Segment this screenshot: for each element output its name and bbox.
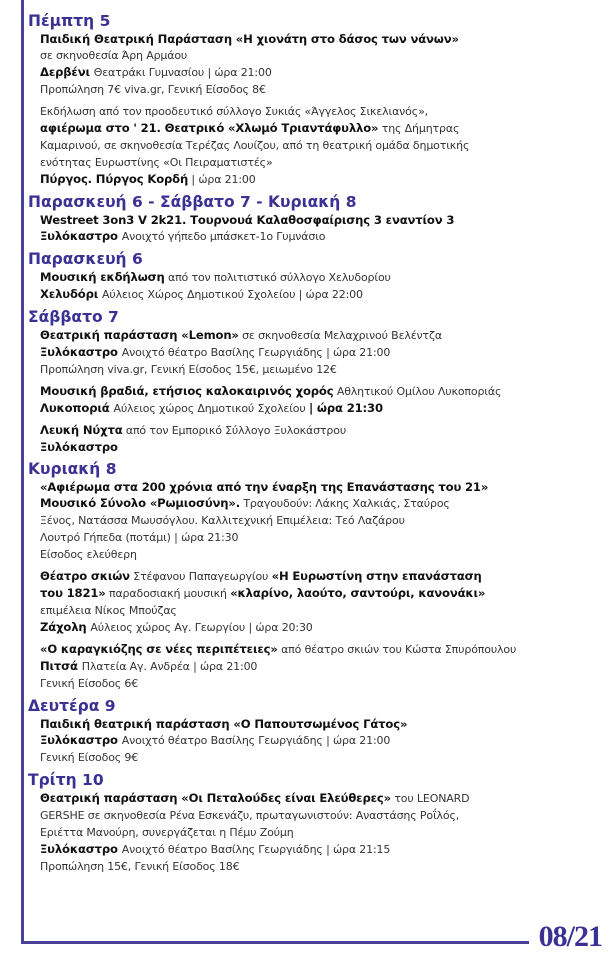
event-line <box>40 546 603 563</box>
body-text: Ξένος, Νατάσσα Μωυσόγλου. Καλλιτεχνική Επιμέλεια: Τεό Λαζάρου <box>40 514 405 527</box>
event-line <box>40 286 603 303</box>
bold-text: Χελυδόρι <box>40 287 102 301</box>
day-section <box>28 193 603 245</box>
event-line <box>40 154 603 171</box>
event-line <box>40 31 603 47</box>
body-text: Αύλειος Χώρος Δημοτικού Σχολείου | ώρα 22:00 <box>102 288 363 301</box>
bold-text: Θεατρική παράσταση «Lemon» <box>40 328 239 342</box>
day-heading: Τρίτη 10 <box>28 771 104 789</box>
day-heading: Κυριακή 8 <box>28 460 117 478</box>
body-text: Καμαρινού, σε σκηνοθεσία Τερέζας Λουίζου, από τη θεατρική ομάδα δημοτικής <box>40 139 470 152</box>
body-text: Αύλειος χώρος Αγ. Γεωργίου | ώρα 20:30 <box>90 621 313 634</box>
bottom-rule <box>21 941 529 944</box>
day-section <box>28 697 603 766</box>
body-text: Ανοιχτό θέατρο Βασίλης Γεωργιάδης | ώρα 21:00 <box>121 346 391 359</box>
event-item <box>40 103 603 188</box>
body-text: Εκδήλωση από τον προοδευτικό σύλλογο Συκιάς «Άγγελος Σικελιανός», <box>40 105 428 118</box>
bold-text: Θεατρική παράσταση «Οι Πεταλούδες είναι Ελεύθερες» <box>40 791 391 805</box>
body-text: Θεατράκι Γυμνασίου | ώρα 21:00 <box>93 66 272 79</box>
body-text: Γενική Είσοδος 6€ <box>40 677 139 690</box>
event-listing <box>28 12 603 880</box>
day-section <box>28 250 603 303</box>
body-text: Αύλειος χώρος Δημοτικού Σχολείου <box>113 402 309 415</box>
event-line <box>40 790 603 807</box>
event-line <box>40 658 603 675</box>
event-item <box>40 790 603 875</box>
event-line <box>40 749 603 766</box>
event-line <box>40 619 603 636</box>
event-line <box>40 641 603 658</box>
event-line <box>40 716 603 732</box>
event-line <box>40 512 603 529</box>
bold-text: Μουσικό Σύνολο «Ρωμιοσύνη». <box>40 496 240 510</box>
body-text: Στέφανου Παπαγεωργίου <box>129 570 272 583</box>
body-text: σε σκηνοθεσία Άρη Αρμάου <box>40 49 188 62</box>
body-text: Πλατεία Αγ. Ανδρέα | ώρα 21:00 <box>81 660 258 673</box>
left-frame-border <box>21 0 24 944</box>
event-line <box>40 732 603 749</box>
bold-text: | ώρα 21:30 <box>308 401 383 415</box>
event-line <box>40 383 603 400</box>
body-text: Είσοδος ελεύθερη <box>40 548 137 561</box>
day-heading: Σάββατο 7 <box>28 308 119 326</box>
bold-text: «Η Ευρωστίνη στην επανάσταση <box>271 569 482 583</box>
body-text: από τον Εμπορικό Σύλλογο Ξυλοκάστρου <box>122 424 347 437</box>
body-text: Προπώληση 7€ viva.gr, Γενική Είσοδος 8€ <box>40 83 266 96</box>
bold-text: Πύργος. Πύργος Κορδή <box>40 172 189 186</box>
event-line <box>40 439 603 455</box>
bold-text: Θέατρο σκιών <box>40 569 130 583</box>
event-line <box>40 479 603 495</box>
page-number: 08/21 <box>538 920 602 953</box>
body-text: του LEONARD <box>390 792 470 805</box>
event-line <box>40 585 603 602</box>
event-item <box>40 641 603 692</box>
day-section <box>28 308 603 455</box>
bold-text: «Αφιέρωμα στα 200 χρόνια από την έναρξη της Επανάστασης του 21» <box>40 480 489 494</box>
event-line <box>40 327 603 344</box>
body-text: της Δήμητρας <box>378 122 460 135</box>
event-line <box>40 361 603 378</box>
body-text: Λουτρό Γήπεδα (ποτάμι) | ώρα 21:30 <box>40 531 239 544</box>
event-item <box>40 716 603 766</box>
bold-text: Μουσική εκδήλωση <box>40 270 165 284</box>
bold-text: Ξυλόκαστρο <box>40 440 118 454</box>
day-section <box>28 12 603 188</box>
event-item <box>40 212 603 245</box>
event-line <box>40 171 603 188</box>
event-item <box>40 327 603 378</box>
event-line <box>40 675 603 692</box>
bold-text: του 1821» <box>40 586 106 600</box>
bold-text: αφιέρωμα στο ' 21. Θεατρικό «Χλωμό Τριαντάφυλλο» <box>40 121 379 135</box>
bold-text: Δερβένι <box>40 65 94 79</box>
body-text: επιμέλεια Νίκος Μπούζας <box>40 604 177 617</box>
body-text: GERSHE σε σκηνοθεσία Ρένα Εσκενάζυ, πρωταγωνιστούν: Αναστάσης Ροΐλός, <box>40 809 460 822</box>
body-text: | ώρα 21:00 <box>188 173 256 186</box>
body-text: Ανοιχτό θέατρο Βασίλης Γεωργιάδης | ώρα 21:15 <box>121 843 391 856</box>
day-section <box>28 771 603 875</box>
bold-text: Westreet 3on3 V 2k21. Τουρνουά Καλαθοσφαίρισης 3 εναντίον 3 <box>40 213 455 227</box>
event-line <box>40 81 603 98</box>
event-line <box>40 807 603 824</box>
body-text: Ανοιχτό θέατρο Βασίλης Γεωργιάδης | ώρα 21:00 <box>121 734 391 747</box>
event-line <box>40 269 603 286</box>
bold-text: Πιτσά <box>40 659 82 673</box>
body-text: παραδοσιακή μουσική <box>105 587 231 600</box>
body-text: Τραγουδούν: Λάκης Χαλκιάς, Σταύρος <box>240 497 450 510</box>
event-line <box>40 400 603 417</box>
event-line <box>40 495 603 512</box>
bold-text: «Ο καραγκιόζης σε νέες περιπέτειες» <box>40 642 278 656</box>
event-item <box>40 383 603 417</box>
body-text: ενότητας Ευρωστίνης «Οι Πειραματιστές» <box>40 156 273 169</box>
body-text: Εριέττα Μανούρη, συνεργάζεται η Πέμυ Ζούμη <box>40 826 294 839</box>
body-text: Προπώληση viva.gr, Γενική Είσοδος 15€, μειωμένο 12€ <box>40 363 337 376</box>
bold-text: Λυκοποριά <box>40 401 114 415</box>
bold-text: «κλαρίνο, λαούτο, σαντούρι, κανονάκι» <box>230 586 486 600</box>
bold-text: Παιδική θεατρική παράσταση «Ο Παπουτσωμένος Γάτος» <box>40 717 408 731</box>
bold-text: Παιδική Θεατρική Παράσταση «Η χιονάτη στο δάσος των νάνων» <box>40 32 459 46</box>
event-line <box>40 137 603 154</box>
event-line <box>40 824 603 841</box>
bold-text: Λευκή Νύχτα <box>40 423 123 437</box>
day-heading: Παρασκευή 6 - Σάββατο 7 - Κυριακή 8 <box>28 193 357 211</box>
body-text: σε σκηνοθεσία Μελαχρινού Βελέντζα <box>238 329 442 342</box>
event-item <box>40 269 603 303</box>
event-line <box>40 422 603 439</box>
event-line <box>40 529 603 546</box>
event-item <box>40 31 603 98</box>
bold-text: Μουσική βραδιά, ετήσιος καλοκαιρινός χορός <box>40 384 334 398</box>
event-line <box>40 568 603 585</box>
event-item <box>40 422 603 455</box>
bold-text: Ξυλόκαστρο <box>40 229 122 243</box>
bold-text: Ξυλόκαστρο <box>40 842 122 856</box>
body-text: από τον πολιτιστικό σύλλογο Χελυδορίου <box>164 271 391 284</box>
day-section <box>28 460 603 692</box>
event-item <box>40 568 603 636</box>
body-text: Γενική Είσοδος 9€ <box>40 751 139 764</box>
body-text: Προπώληση 15€, Γενική Είσοδος 18€ <box>40 860 240 873</box>
event-line <box>40 228 603 245</box>
day-heading: Παρασκευή 6 <box>28 250 143 268</box>
event-line <box>40 602 603 619</box>
body-text: από θέατρο σκιών του Κώστα Σπυρόπουλου <box>277 643 517 656</box>
event-line <box>40 858 603 875</box>
bold-text: Ζάχολη <box>40 620 91 634</box>
event-line <box>40 212 603 228</box>
event-line <box>40 47 603 64</box>
body-text: Ανοιχτό γήπεδο μπάσκετ-1ο Γυμνάσιο <box>121 230 326 243</box>
event-line <box>40 64 603 81</box>
event-line <box>40 344 603 361</box>
body-text: Αθλητικού Ομίλου Λυκοποριάς <box>333 385 502 398</box>
event-line <box>40 841 603 858</box>
event-line <box>40 103 603 120</box>
bold-text: Ξυλόκαστρο <box>40 345 122 359</box>
bold-text: Ξυλόκαστρο <box>40 733 122 747</box>
day-heading: Δευτέρα 9 <box>28 697 116 715</box>
day-heading: Πέμπτη 5 <box>28 12 111 30</box>
event-item <box>40 479 603 563</box>
event-line <box>40 120 603 137</box>
